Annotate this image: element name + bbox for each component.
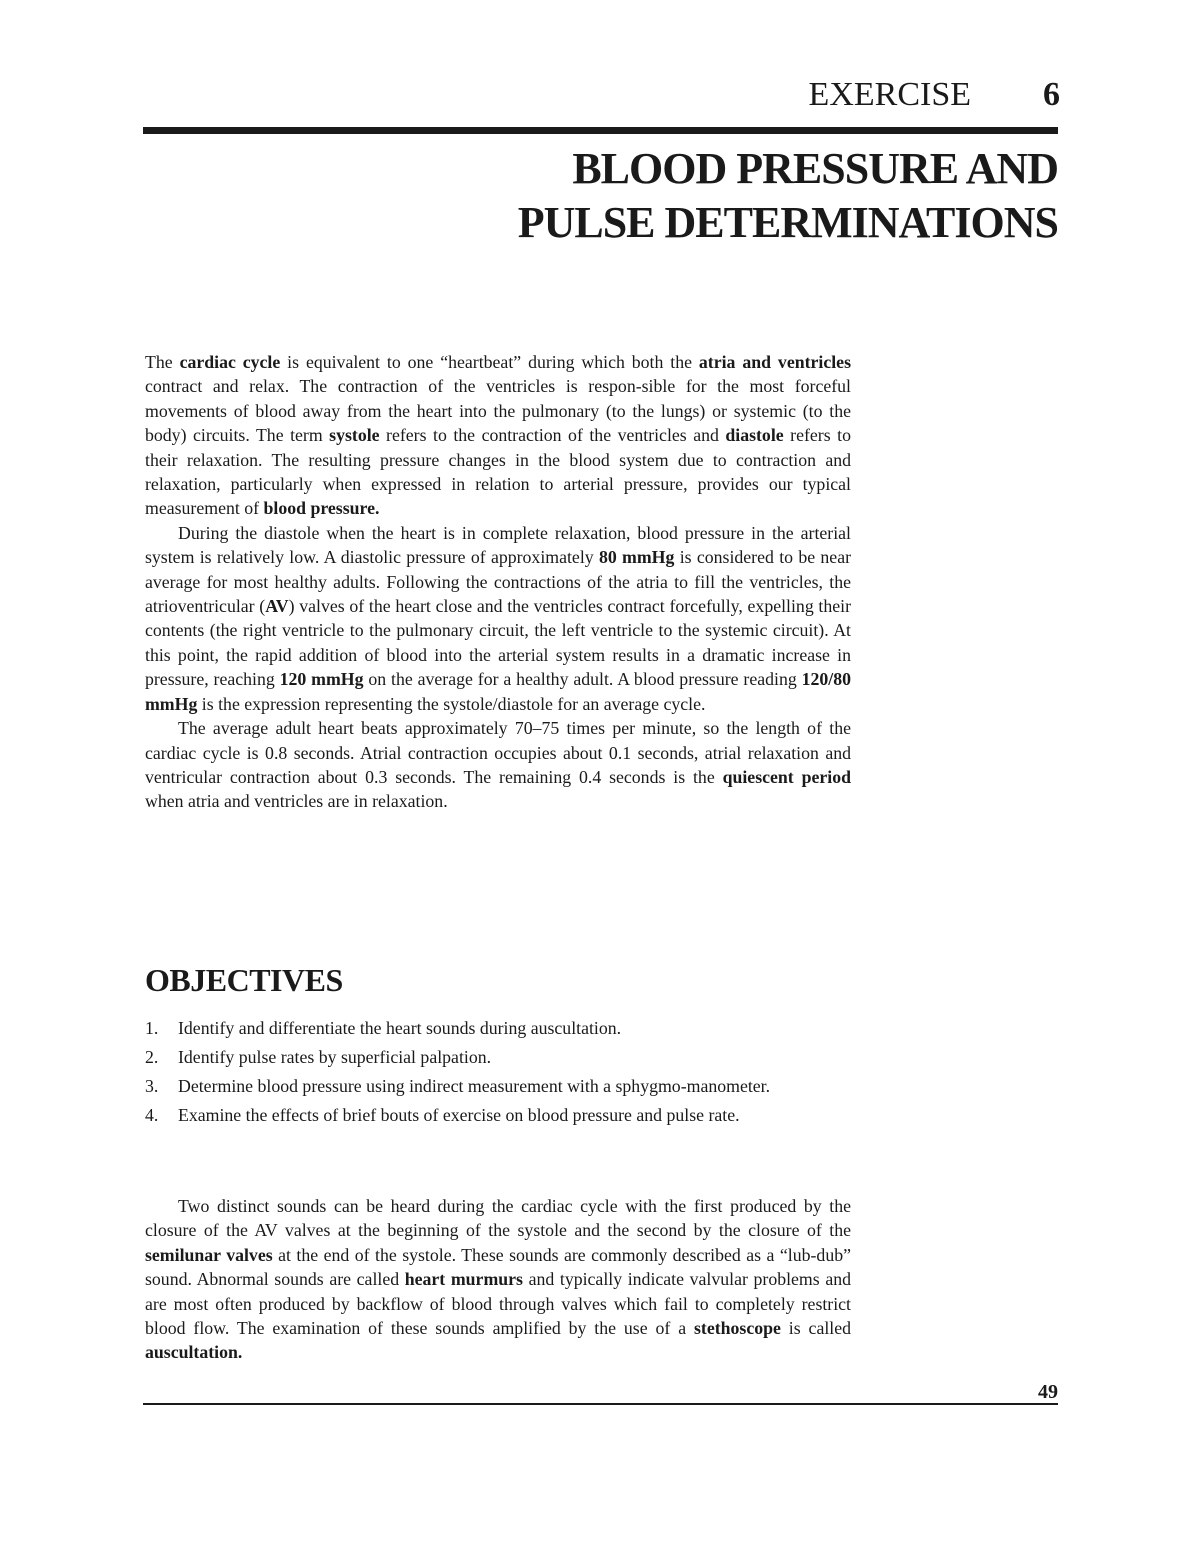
top-rule (143, 127, 1058, 134)
title-line-2: PULSE DETERMINATIONS (517, 198, 1058, 247)
objective-text: Identify pulse rates by superficial palpation. (178, 1047, 492, 1067)
page-title (518, 142, 1058, 250)
intro-paragraph-2: During the diastole when the heart is in complete relaxation, blood pressure in the arterial system is relatively low. A diastolic pressure of approximately 80 mmHg is considered to be near average for most healthy adults. Following the contractions of the atria to fill the ventricles, the atrioventricular (AV) valves of the heart close and the ventricles contract forcefully, expelling their contents (the right ventricle to the pulmonary circuit, the left ventricle to the systemic circuit). At this point, the rapid addition of blood into the arterial system results in a dramatic increase in pressure, reaching 120 mmHg on the average for a healthy adult. A blood pressure reading 120/80 mmHg is the expression representing the systole/diastole for an average cycle. (145, 522, 852, 714)
exercise-number: 6 (1043, 76, 1060, 113)
objective-text: Determine blood pressure using indirect measurement with a sphygmo-manometer. (178, 1076, 771, 1096)
bold-term: 120/80 mmHg (145, 669, 852, 714)
bold-term: 80 mmHg (598, 547, 675, 568)
bold-term: semilunar valves (145, 1244, 273, 1265)
objective-number: 2. (145, 1047, 159, 1067)
bold-term: blood pressure. (263, 498, 380, 519)
bold-term: auscultation. (145, 1342, 243, 1363)
bold-term: atria and ventricles (698, 352, 851, 372)
objective-item (145, 1103, 825, 1127)
bold-term: cardiac cycle (179, 352, 281, 372)
objectives-heading: OBJECTIVES (145, 962, 343, 998)
intro-paragraph-1: The cardiac cycle is equivalent to one “heartbeat” during which both the atria and ventricles contract and relax. The contraction of the ventricles is respon-sible for the most forceful movements of blood away from the heart into the pulmonary (to the lungs) or systemic (to the body) circuits. The term systole refers to the contraction of the ventricles and diastole refers to their relaxation. The resulting pressure changes in the blood system due to contraction and relaxation, particularly when expressed in relation to arterial pressure, provides our typical measurement of blood pressure. (145, 352, 851, 519)
objective-number: 1. (145, 1018, 159, 1038)
bold-term: stethoscope (693, 1318, 781, 1339)
bold-term: AV (265, 596, 289, 617)
intro-section (145, 350, 851, 814)
objective-item (145, 1045, 825, 1069)
bold-term: systole (329, 425, 380, 446)
title-line-1: BLOOD PRESSURE AND (572, 144, 1058, 193)
objectives-list (145, 1016, 825, 1132)
bottom-rule (143, 1403, 1058, 1405)
objective-number: 4. (145, 1105, 159, 1125)
objective-text: Identify and differentiate the heart sounds during auscultation. (178, 1018, 622, 1038)
bold-term: diastole (725, 425, 784, 446)
heart-sounds-section (145, 1194, 851, 1365)
page-number: 49 (1038, 1381, 1058, 1403)
bold-term: 120 mmHg (279, 669, 364, 690)
exercise-word: EXERCISE (808, 76, 971, 113)
heart-sounds-paragraph: Two distinct sounds can be heard during the cardiac cycle with the first produced by the closure of the AV valves at the beginning of the systole and the second by the closure of the semilunar valves at the end of the systole. These sounds are commonly described as a “lub-dub” sound. Abnormal sounds are called heart murmurs and typically indicate valvular problems and are most often produced by backflow of blood through valves which fail to completely restrict blood flow. The examination of these sounds amplified by the use of a stethoscope is called auscultation. (145, 1196, 851, 1363)
objective-item (145, 1016, 825, 1040)
objective-item (145, 1074, 825, 1098)
bold-term: heart murmurs (404, 1269, 523, 1290)
objective-text: Examine the effects of brief bouts of exercise on blood pressure and pulse rate. (178, 1105, 740, 1125)
exercise-label (809, 76, 1060, 114)
intro-paragraph-3: The average adult heart beats approximately 70–75 times per minute, so the length of the cardiac cycle is 0.8 seconds. Atrial contraction occupies about 0.1 seconds, atrial relaxation and ventricular contraction about 0.3 seconds. The remaining 0.4 seconds is the quiescent period when atria and ventricles are in relaxation. (145, 718, 851, 812)
bold-term: quiescent period (722, 766, 851, 787)
objective-number: 3. (145, 1076, 159, 1096)
